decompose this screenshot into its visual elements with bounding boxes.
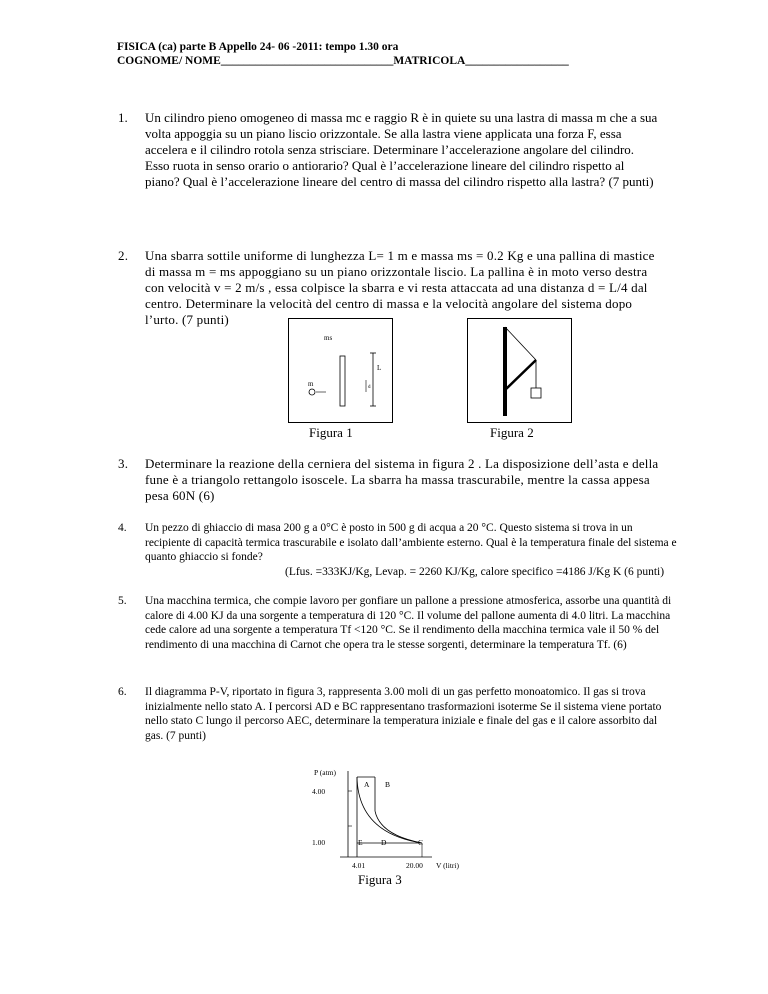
- question-number: 6.: [118, 686, 127, 698]
- exam-header: [117, 40, 569, 68]
- question-text: Una sbarra sottile uniforme di lunghezza L= 1 m e massa ms = 0.2 Kg e una pallina di mastice di massa m = ms appoggiano su un piano orizzontale liscio. La pallina è in moto verso destra con velocità v = 2 m/s , essa colpisce la sbarra e vi resta attaccata ad una distanza d = L/4 dal centro. Determinare la velocità del centro di massa e la velocità angolare del sistema dopo l’urto. (7 punti): [145, 248, 655, 327]
- ball-shape: [309, 389, 315, 395]
- label-ms: ms: [324, 334, 333, 342]
- question-6: [118, 685, 678, 743]
- p-axis-label: P (atm): [314, 768, 337, 777]
- y-tick-label-1: 1.00: [312, 838, 326, 847]
- question-text: Un cilindro pieno omogeneo di massa mc e raggio R è in quiete su una lastra di massa m che a sua volta appoggia su un piano liscio orizzontale. Se alla lastra viene applicata una forza F, essa accelera e il cilindro rotola senza strisciare. Determinare l’accelerazione angolare del cilindro. Esso ruota in senso orario o antiorario? Qual è l’accelerazione lineare del cilindro rispetto al piano? Qual è l’accelerazione lineare del centro di massa del cilindro rispetto alla lastra? (7 punti): [145, 110, 658, 189]
- question-number: 5.: [118, 595, 127, 607]
- question-text: Una macchina termica, che compie lavoro per gonfiare un pallone a pressione atmosferica, assorbe una quantità di calore di 4.00 KJ da una sorgente a temperatura di 120 °C. Il volume del pallone aumenta di 4.0 litri. La macchina cede calore ad una sorgente a temperatura Tf <120 °C. Se il rendimento della macchina termica vale il 50 % del rendimento di una macchina di Carnot che opera tra le stesse sorgenti, determinare la temperatura Tf. (6): [145, 595, 672, 651]
- figure-3-caption: Figura 3: [358, 872, 402, 887]
- exam-title: FISICA (ca) parte B Appello 24- 06 -2011: tempo 1.30 ora: [117, 41, 399, 53]
- question-text: Il diagramma P-V, riportato in figura 3, rappresenta 3.00 moli di un gas perfetto monoatomico. Il gas si trova inizialmente nello stato A. I percorsi AD e BC rappresentano trasformazioni isoterme Se il sistema viene portato nello stato C lungo il percorso AEC, determinare la temperatura iniziale e finale del gas e il calore assorbito dal gas. (7 punti): [145, 686, 662, 742]
- question-number: 1.: [118, 110, 128, 125]
- point-E: E: [358, 838, 363, 847]
- x-tick-label-4: 4.01: [352, 861, 366, 870]
- figure-2-caption: Figura 2: [490, 425, 534, 440]
- point-C: C: [418, 838, 424, 847]
- student-fields: COGNOME/ NOME______________________________MATRICOLA__________________: [117, 55, 569, 67]
- question-4: [118, 521, 678, 579]
- x-tick-label-20: 20.00: [406, 861, 423, 870]
- point-A: A: [364, 780, 370, 789]
- question-number: 4.: [118, 522, 127, 534]
- point-B: B: [385, 780, 391, 789]
- question-1: [118, 110, 660, 190]
- hinge-point: [503, 388, 507, 392]
- figure-1-caption: Figura 1: [309, 425, 353, 440]
- question-5: [118, 594, 678, 652]
- y-tick-label-4: 4.00: [312, 787, 326, 796]
- v-axis-label: V (litri): [436, 861, 459, 870]
- question-2: [118, 248, 660, 328]
- constants-line: (Lfus. =333KJ/Kg, Levap. = 2260 KJ/Kg, calore specifico =4186 J/Kg K (6 punti): [285, 565, 665, 578]
- question-text: Determinare la reazione della cerniera del sistema in figura 2 . La disposizione dell’asta e della fune è a triangolo rettangolo isoscele. La sbarra ha massa trascurabile, mentre la cassa appesa pesa 60N (6): [145, 456, 659, 503]
- rope-line: [505, 327, 536, 360]
- point-D: D: [381, 838, 387, 847]
- question-text: Un pezzo di ghiaccio di masa 200 g a 0°C è posto in 500 g di acqua a 20 °C. Questo sistema si trova in un recipiente di capacità termica trascurabile e isolato dall’ambiente esterno. Qual è la temperatura finale del sistema e quanto ghiaccio si fonde?: [145, 522, 677, 563]
- label-L: L: [377, 364, 382, 372]
- rod-shape: [505, 360, 536, 390]
- question-number: 3.: [118, 456, 129, 471]
- figure-1: [288, 318, 393, 423]
- question-number: 2.: [118, 248, 129, 263]
- figure-2: [467, 318, 572, 423]
- crate-shape: [531, 388, 541, 398]
- question-3: [118, 456, 660, 504]
- figure-3-pv-diagram: [300, 765, 470, 870]
- label-m: m: [308, 380, 314, 388]
- label-d: d: [368, 385, 371, 390]
- bar-shape: [340, 356, 345, 406]
